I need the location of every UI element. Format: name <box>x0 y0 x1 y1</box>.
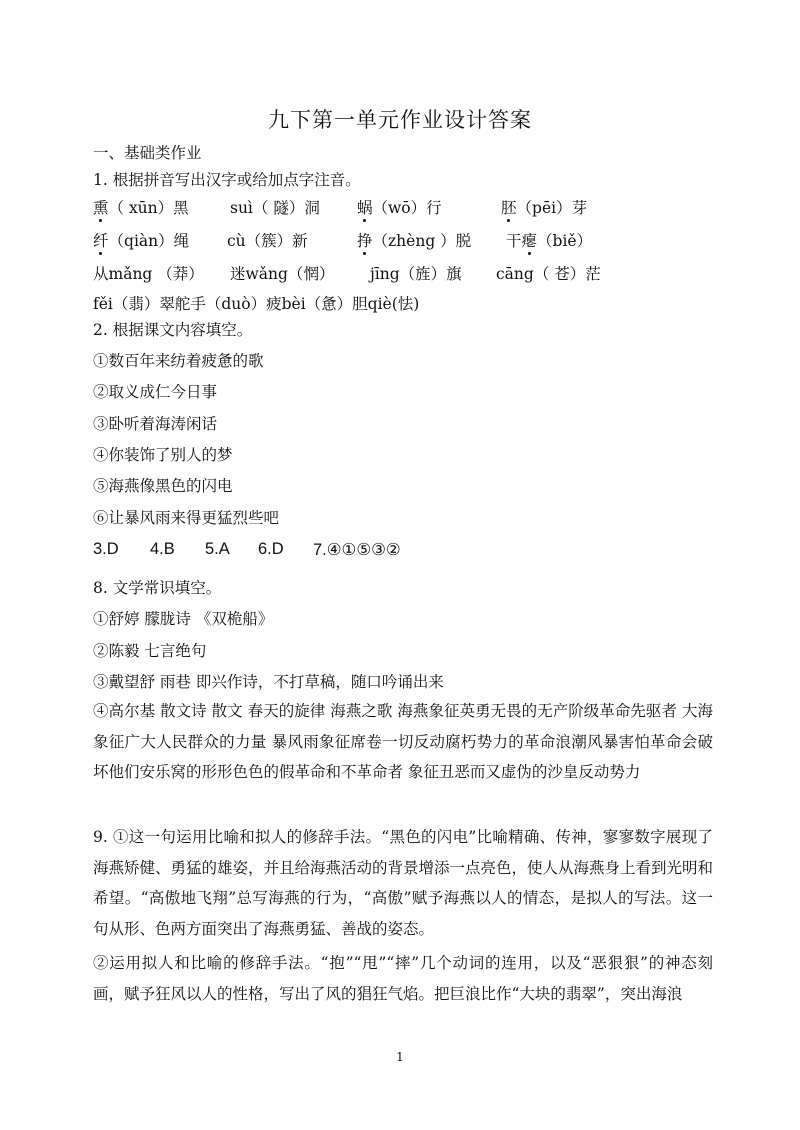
pinyin-item: 迷wǎng（惘） <box>230 265 335 283</box>
dotted-char: 挣 <box>357 229 373 251</box>
question-2: 2. 根据课文内容填空。 <box>93 321 253 339</box>
pinyin-row-4: fěi（翡）翠舵手（duò）疲bèi（惫）胆qiè(怯) <box>93 295 420 313</box>
dotted-char: 蜗 <box>357 196 373 218</box>
page-number: 1 <box>396 1050 404 1064</box>
pinyin-text: （pēi）芽 <box>516 199 588 217</box>
fill-answer: ④你装饰了别人的梦 <box>93 446 233 464</box>
pinyin-item: cù（簇）新 <box>227 232 308 250</box>
pinyin-item <box>357 196 442 218</box>
fill-answer: ②取义成仁今日事 <box>93 383 218 401</box>
pinyin-item: jīng（旌）旗 <box>370 265 462 283</box>
choice-answer: 7.④①⑤③② <box>313 541 401 559</box>
fill-answer: ①数百年来纺着疲惫的歌 <box>93 352 264 370</box>
dotted-char: 胚 <box>501 196 517 218</box>
choice-answer: 4.B <box>150 540 175 558</box>
pinyin-item <box>93 196 189 218</box>
choice-answer: 5.A <box>205 540 230 558</box>
pinyin-item <box>501 196 587 218</box>
literature-answer: ①舒婷 朦胧诗 《双桅船》 <box>93 610 274 628</box>
fill-answer: ⑤海燕像黑色的闪电 <box>93 477 233 495</box>
dotted-char: 瘪 <box>522 229 538 251</box>
question-9-part-2: ②运用拟人和比喻的修辞手法。“抱”“甩”“摔”几个动词的连用，以及“恶狠狠”的神态刻画，赋予狂风以人的性格，写出了风的猖狂气焰。把巨浪比作“大块的翡翠”，突出海浪 <box>93 954 713 1003</box>
literature-answer-4: ④高尔基 散文诗 散文 春天的旋律 海燕之歌 海燕象征英勇无畏的无产阶级革命先驱者 大海象征广大人民群众的力量 暴风雨象征席卷一切反动腐朽势力的革命浪潮风暴害怕革命会破坏他们安乐窝的形形色色的假革命和不革命者 象征丑恶而又虚伪的沙皇反动势力 <box>93 702 713 781</box>
pinyin-text: （ xūn）黑 <box>108 199 189 217</box>
pinyin-text: 干 <box>506 232 522 250</box>
pinyin-item: 从mǎng （莽） <box>93 265 204 283</box>
pinyin-text: （biě） <box>537 232 593 250</box>
dotted-char: 纤 <box>93 229 109 251</box>
choice-answer: 6.D <box>258 540 284 558</box>
pinyin-text: （wō）行 <box>372 199 442 217</box>
pinyin-item <box>506 229 592 251</box>
choice-answer: 3.D <box>93 540 119 558</box>
fill-answer: ⑥让暴风雨来得更猛烈些吧 <box>93 509 280 527</box>
literature-answer: ③戴望舒 雨巷 即兴作诗，不打草稿，随口吟诵出来 <box>93 673 444 691</box>
pinyin-text: （zhèng ）脱 <box>372 232 472 250</box>
pinyin-item <box>93 229 189 251</box>
question-8: 8. 文学常识填空。 <box>93 579 222 597</box>
question-1: 1. 根据拼音写出汉字或给加点字注音。 <box>93 171 361 189</box>
literature-answer: ②陈毅 七言绝句 <box>93 642 207 660</box>
pinyin-item <box>357 229 471 251</box>
section-heading: 一、基础类作业 <box>93 144 202 162</box>
page-title: 九下第一单元作业设计答案 <box>268 108 532 132</box>
question-9-part-1: 9. ①这一句运用比喻和拟人的修辞手法。“黑色的闪电”比喻精确、传神，寥寥数字展现了海燕矫健、勇猛的雄姿，并且给海燕活动的背景增添一点亮色，使人从海燕身上看到光明和希望。“高傲地飞翔”总写海燕的行为，“高傲”赋予海燕以人的情态，是拟人的写法。这一句从形、色两方面突出了海燕勇猛、善战的姿态。 <box>93 828 714 938</box>
fill-answer: ③卧听着海涛闲话 <box>93 415 218 433</box>
dotted-char: 熏 <box>93 196 109 218</box>
pinyin-item: suì（ 隧）洞 <box>230 199 320 217</box>
pinyin-item: cāng（ 苍）茫 <box>496 265 601 283</box>
pinyin-text: （qiàn）绳 <box>108 232 190 250</box>
